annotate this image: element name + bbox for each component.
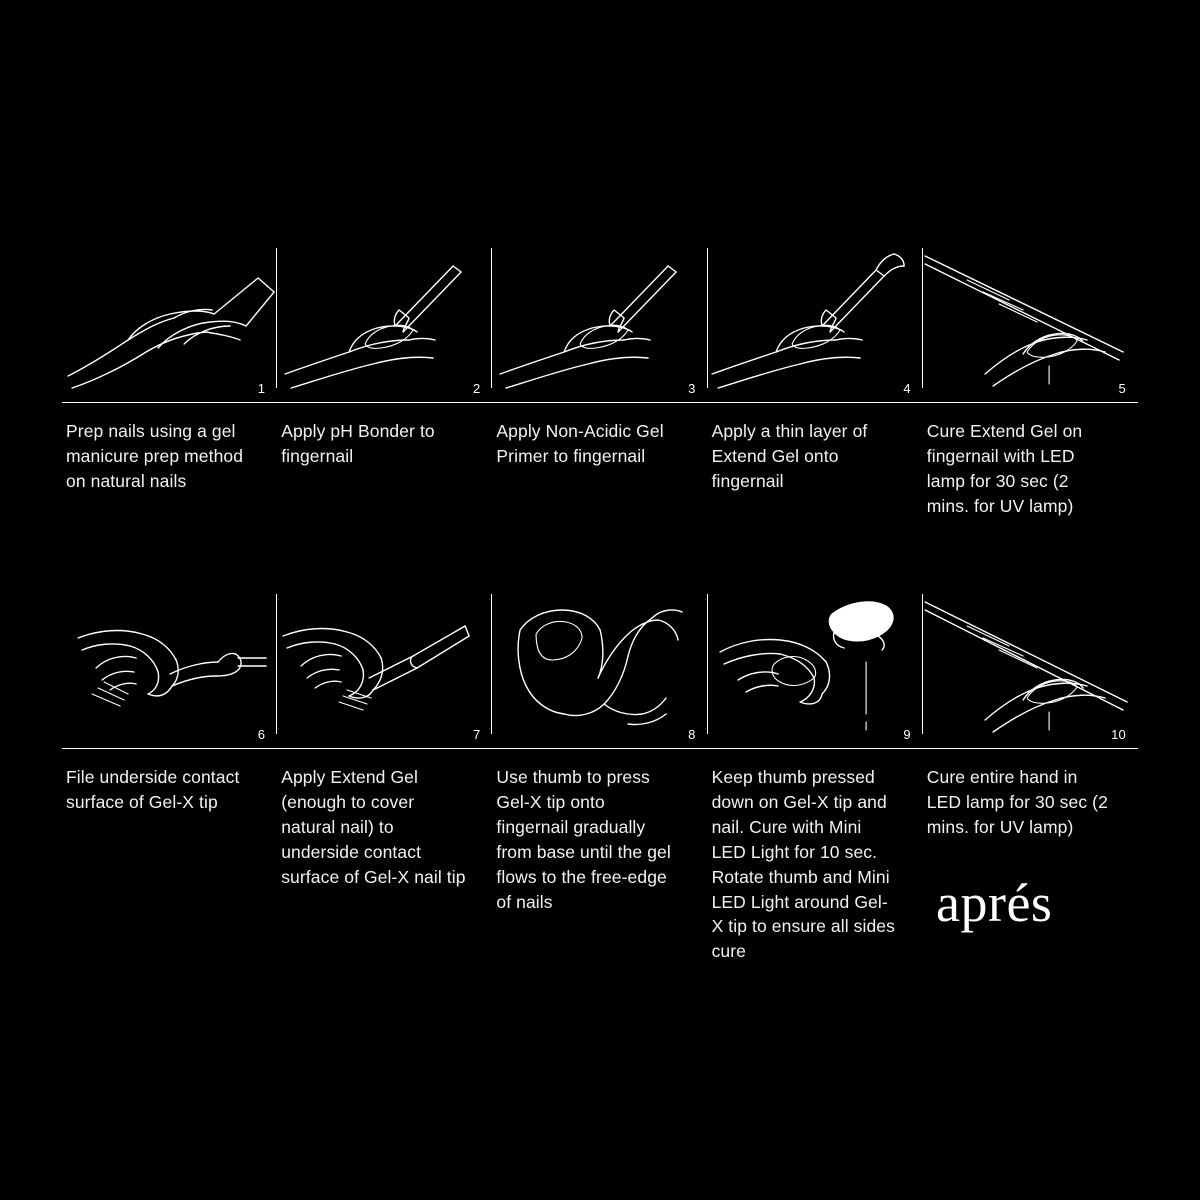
led-lamp-curing-hand-icon — [923, 594, 1138, 746]
step-4 — [708, 248, 923, 400]
step-6-illustration — [62, 594, 277, 746]
step-5-illustration — [923, 248, 1138, 400]
step-10-number: 10 — [1111, 727, 1126, 743]
step-2-number: 2 — [472, 381, 481, 396]
brush-applying-extend-gel-icon — [708, 248, 923, 400]
step-2-illustration — [277, 248, 492, 400]
thumb-pressing-tip-icon — [492, 594, 707, 746]
step-1 — [62, 248, 277, 400]
step-4-caption: Apply a thin layer of Extend Gel onto fingernail — [711, 421, 868, 491]
step-10 — [923, 594, 1138, 746]
step-4-number: 4 — [903, 381, 911, 396]
hand-file-prep-icon — [62, 248, 277, 400]
step-9 — [708, 594, 923, 746]
led-lamp-curing-finger-icon — [923, 248, 1138, 400]
steps-grid — [62, 248, 1138, 964]
step-7 — [277, 594, 492, 746]
step-6-caption: File underside contact surface of Gel-X tip — [66, 767, 240, 813]
brush-applying-primer-icon — [492, 248, 707, 400]
step-1-caption: Prep nails using a gel manicure prep method on natural nails — [66, 421, 244, 491]
step-10-illustration — [923, 594, 1138, 746]
filing-gelx-tip-icon — [62, 594, 277, 746]
step-8-number: 8 — [688, 727, 696, 743]
mini-led-light-curing-icon — [708, 594, 923, 746]
step-9-caption: Keep thumb pressed down on Gel-X tip and nail. Cure with Mini LED Light for 10 sec. Rotate thumb and Mini LED Light around Gel-X tip to ensure all sides cure — [711, 767, 895, 962]
step-3 — [492, 248, 707, 400]
step-9-illustration — [708, 594, 923, 746]
step-2 — [277, 248, 492, 400]
step-1-number: 1 — [257, 381, 266, 396]
brush-gel-on-tip-icon — [277, 594, 492, 746]
step-3-illustration — [492, 248, 707, 400]
step-3-caption: Apply Non-Acidic Gel Primer to fingernail — [496, 421, 664, 466]
step-5-caption: Cure Extend Gel on fingernail with LED lamp for 30 sec (2 mins. for UV lamp) — [926, 421, 1083, 516]
step-6 — [62, 594, 277, 746]
step-10-caption: Cure entire hand in LED lamp for 30 sec (2 mins. for UV lamp) — [926, 767, 1108, 838]
brand-logo: aprés — [936, 873, 1053, 933]
step-7-number: 7 — [472, 727, 481, 743]
step-2-caption: Apply pH Bonder to fingernail — [281, 421, 435, 466]
steps-row-2-illustrations — [62, 594, 1138, 746]
step-8-illustration — [492, 594, 707, 746]
step-5 — [923, 248, 1138, 400]
step-1-illustration — [62, 248, 277, 400]
step-6-number: 6 — [257, 727, 266, 743]
step-9-number: 9 — [903, 727, 911, 743]
step-7-illustration — [277, 594, 492, 746]
step-4-illustration — [708, 248, 923, 400]
step-7-caption: Apply Extend Gel (enough to cover natural nail) to underside contact surface of Gel-X nail tip — [281, 767, 466, 887]
step-5-number: 5 — [1118, 381, 1126, 396]
step-8-caption: Use thumb to press Gel-X tip onto fingernail gradually from base until the gel flows to the free-edge of nails — [496, 767, 671, 912]
step-3-number: 3 — [688, 381, 696, 396]
steps-row-1-illustrations — [62, 248, 1138, 400]
steps-row-1-captions — [62, 403, 1138, 518]
brush-applying-bonder-icon — [277, 248, 492, 400]
step-8 — [492, 594, 707, 746]
